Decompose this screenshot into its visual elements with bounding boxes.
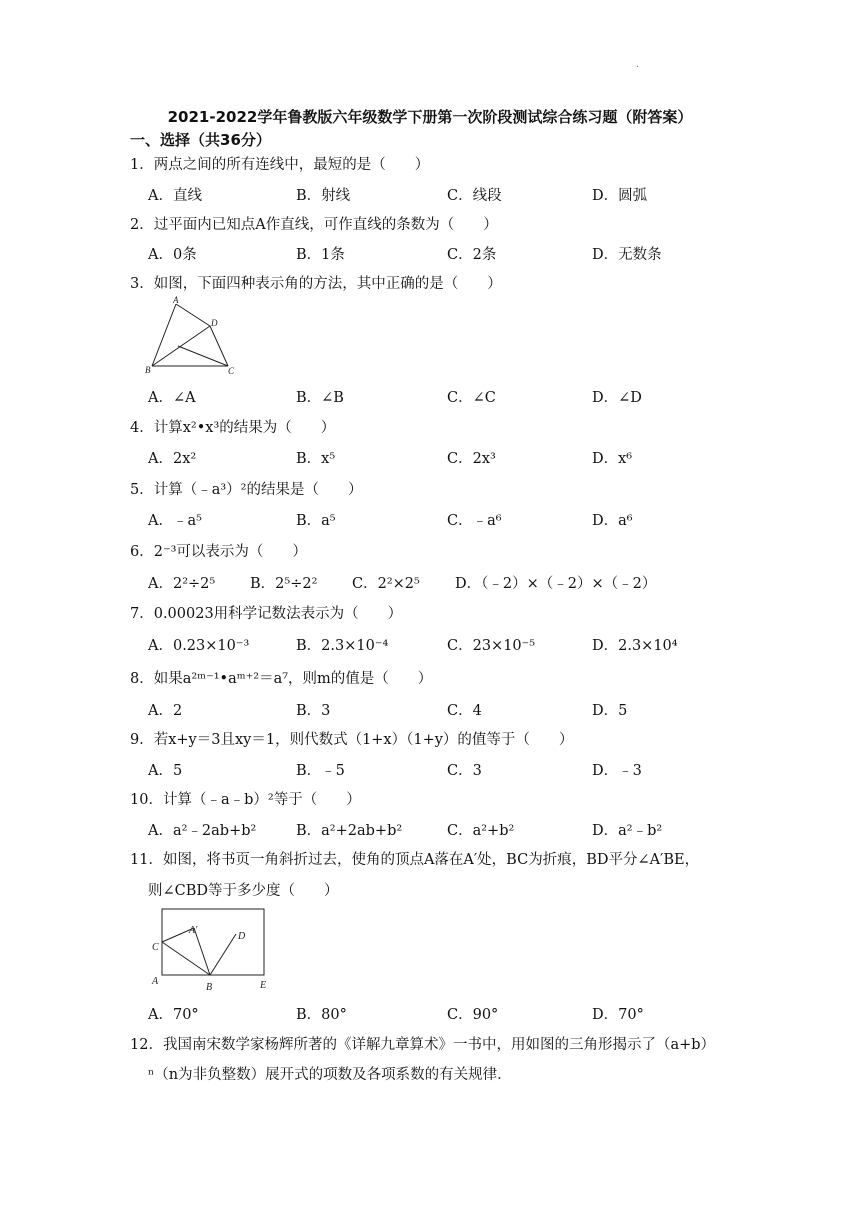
q3-option-b: B．∠B: [296, 390, 344, 406]
question-8-stem: 8．如果a²ᵐ⁻¹•aᵐ⁺²＝a⁷，则m的值是（ ）: [130, 671, 433, 687]
question-9-stem: 9．若x+y＝3且xy＝1，则代数式（1+x）（1+y）的值等于（ ）: [130, 732, 574, 748]
question-10-stem: 10．计算（﹣a﹣b）²等于（ ）: [130, 792, 361, 808]
q7-option-a: A．0.23×10⁻³: [148, 638, 250, 654]
q10-option-c: C．a²+b²: [447, 823, 515, 839]
q5-option-a: A．﹣a⁵: [148, 513, 202, 529]
question-11-stem: 11．如图，将书页一角斜折过去，使角的顶点A落在A′处，BC为折痕，BD平分∠A′BE，: [130, 852, 700, 868]
q6-option-c: C．2²×2⁵: [352, 576, 420, 592]
q9-option-d: D．﹣3: [592, 763, 642, 779]
fig11-label-a-prime: A′: [189, 925, 198, 936]
q10-option-a: A．a²﹣2ab+b²: [148, 823, 257, 839]
q10-option-d: D．a²﹣b²: [592, 823, 663, 839]
q2-option-b: B．1条: [296, 247, 345, 263]
q7-option-d: D．2.3×10⁴: [592, 638, 678, 654]
q4-option-d: D．x⁶: [592, 451, 633, 467]
corner-dot: .: [636, 60, 639, 70]
question-3-stem: 3．如图，下面四种表示角的方法，其中正确的是（ ）: [130, 276, 502, 292]
q3-option-d: D．∠D: [592, 390, 642, 406]
fig3-label-d: D: [211, 318, 218, 328]
q7-option-b: B．2.3×10⁻⁴: [296, 638, 389, 654]
q11-option-d: D．70°: [592, 1007, 644, 1023]
page-title: 2021-2022学年鲁教版六年级数学下册第一次阶段测试综合练习题（附答案）: [167, 108, 693, 126]
q8-option-b: B．3: [296, 703, 331, 719]
folded-page-figure: [148, 904, 272, 994]
q1-option-a: A．直线: [148, 188, 202, 204]
q4-option-b: B．x⁵: [296, 451, 336, 467]
q11-option-c: C．90°: [447, 1007, 499, 1023]
fig3-label-a: A: [173, 296, 179, 305]
section-heading: 一、选择（共36分）: [130, 131, 271, 149]
question-2-stem: 2．过平面内已知点A作直线，可作直线的条数为（ ）: [130, 217, 498, 233]
q8-option-d: D．5: [592, 703, 628, 719]
q3-option-c: C．∠C: [447, 390, 496, 406]
fig11-label-e: E: [260, 980, 267, 991]
q5-option-d: D．a⁶: [592, 513, 633, 529]
q10-option-b: B．a²+2ab+b²: [296, 823, 403, 839]
q2-option-a: A．0条: [148, 247, 197, 263]
q8-option-a: A．2: [148, 703, 183, 719]
q6-option-b: B．2⁵÷2²: [250, 576, 318, 592]
fig11-label-b: B: [206, 982, 213, 993]
q2-option-d: D．无数条: [592, 247, 662, 263]
question-4-stem: 4．计算x²•x³的结果为（ ）: [130, 420, 336, 436]
question-12-stem-line2: ⁿ（n为非负整数）展开式的项数及各项系数的有关规律．: [148, 1067, 512, 1083]
q2-option-c: C．2条: [447, 247, 497, 263]
q6-option-d: D．（﹣2）×（﹣2）×（﹣2）: [455, 576, 657, 592]
q4-option-a: A．2x²: [148, 451, 197, 467]
fig3-label-c: C: [228, 366, 235, 376]
question-12-stem: 12．我国南宋数学家杨辉所著的《详解九章算术》一书中，用如图的三角形揭示了（a+b）: [130, 1037, 716, 1053]
q9-option-a: A．5: [148, 763, 183, 779]
q7-option-c: C．23×10⁻⁵: [447, 638, 536, 654]
fig3-label-b: B: [145, 365, 151, 375]
q8-option-c: C．4: [447, 703, 482, 719]
q1-option-c: C．线段: [447, 188, 502, 204]
fig11-label-a: A: [152, 976, 159, 987]
q1-option-b: B．射线: [296, 188, 351, 204]
q11-option-b: B．80°: [296, 1007, 347, 1023]
q11-option-a: A．70°: [148, 1007, 199, 1023]
q5-option-b: B．a⁵: [296, 513, 336, 529]
q4-option-c: C．2x³: [447, 451, 496, 467]
q9-option-b: B．﹣5: [296, 763, 345, 779]
q5-option-c: C．﹣a⁶: [447, 513, 502, 529]
q9-option-c: C．3: [447, 763, 482, 779]
q1-option-d: D．圆弧: [592, 188, 648, 204]
fig11-label-d: D: [238, 931, 246, 942]
fig11-label-c: C: [152, 942, 159, 953]
q3-option-a: A．∠A: [148, 390, 196, 406]
question-11-stem-line2: 则∠CBD等于多少度（ ）: [148, 883, 339, 899]
q6-option-a: A．2²÷2⁵: [148, 576, 216, 592]
question-6-stem: 6．2⁻³可以表示为（ ）: [130, 544, 307, 560]
triangle-figure: [144, 296, 244, 378]
question-1-stem: 1．两点之间的所有连线中，最短的是（ ）: [130, 157, 430, 173]
question-7-stem: 7．0.00023用科学记数法表示为（ ）: [130, 606, 403, 622]
question-5-stem: 5．计算（﹣a³）²的结果是（ ）: [130, 482, 363, 498]
